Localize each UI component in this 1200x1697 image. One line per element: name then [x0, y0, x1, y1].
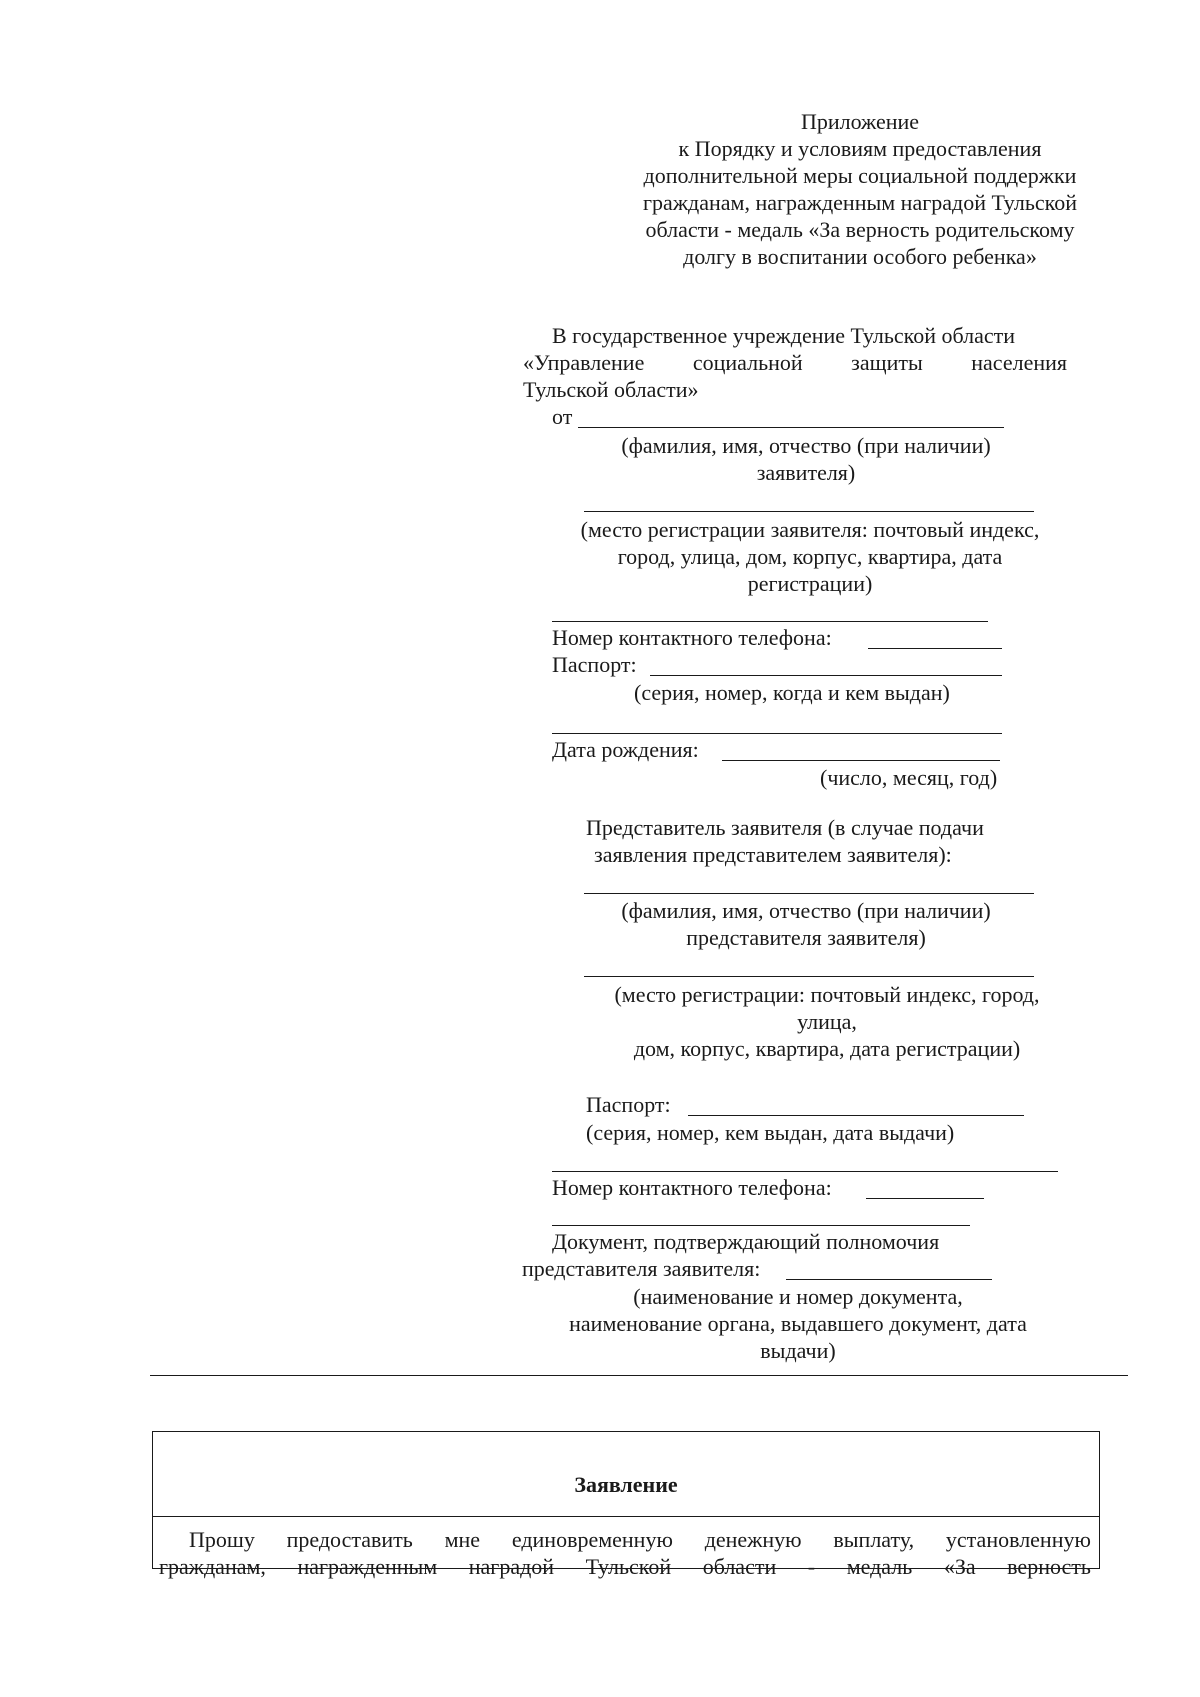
authority-label: представителя заявителя: — [522, 1256, 761, 1281]
authority-field[interactable] — [786, 1279, 992, 1280]
from-label: от — [552, 404, 573, 429]
addressee-word: «Управление — [523, 350, 645, 375]
form-body-line — [159, 1526, 1091, 1553]
applicant-passport-label: Паспорт: — [552, 652, 637, 677]
addressee-justified-line — [523, 350, 1067, 376]
body-word: единовременную — [511, 1527, 673, 1552]
body-word: Тульской — [585, 1554, 672, 1579]
authority-hint: (наименование и номер документа, — [633, 1284, 963, 1309]
body-word: области — [702, 1554, 777, 1579]
representative-phone-field[interactable] — [866, 1198, 984, 1199]
form-title: Заявление — [574, 1472, 678, 1497]
applicant-birth-field[interactable] — [722, 760, 1000, 761]
representative-address-field[interactable] — [584, 976, 1034, 977]
applicant-address-hint: (место регистрации заявителя: почтовый индекс, — [580, 517, 1040, 542]
applicant-name-field[interactable] — [578, 427, 1004, 428]
body-word: мне — [444, 1527, 481, 1552]
appendix-line: Приложение — [800, 109, 920, 134]
body-word: медаль — [846, 1554, 913, 1579]
body-word: установленную — [945, 1527, 1091, 1552]
applicant-address-hint: город, улица, дом, корпус, квартира, дата — [617, 544, 1003, 569]
representative-address-hint: дом, корпус, квартира, дата регистрации) — [633, 1036, 1021, 1061]
representative-phone-label: Номер контактного телефона: — [552, 1175, 832, 1200]
applicant-birth-label: Дата рождения: — [552, 737, 699, 762]
body-word: Прошу — [189, 1527, 255, 1552]
representative-passport-label: Паспорт: — [586, 1092, 671, 1117]
representative-passport-field-2[interactable] — [552, 1171, 1058, 1172]
representative-intro: заявления представителем заявителя): — [594, 842, 952, 867]
representative-address-hint: (место регистрации: почтовый индекс, город, — [614, 982, 1040, 1007]
appendix-line: гражданам, награжденным наградой Тульской — [643, 190, 1077, 215]
addressee-word: населения — [971, 350, 1067, 375]
addressee-line: В государственное учреждение Тульской области — [552, 323, 1016, 348]
applicant-passport-hint: (серия, номер, когда и кем выдан) — [634, 680, 950, 705]
applicant-phone-label: Номер контактного телефона: — [552, 625, 832, 650]
authority-hint: наименование органа, выдавшего документ, дата — [569, 1311, 1027, 1336]
body-word: «За — [943, 1554, 976, 1579]
body-word: гражданам, — [159, 1554, 266, 1579]
representative-passport-hint: (серия, номер, кем выдан, дата выдачи) — [586, 1120, 955, 1145]
applicant-address-hint: регистрации) — [747, 571, 873, 596]
representative-name-field[interactable] — [584, 893, 1034, 894]
appendix-line: дополнительной меры социальной поддержки — [643, 163, 1077, 188]
applicant-name-hint: заявителя) — [756, 460, 856, 485]
representative-passport-field[interactable] — [688, 1115, 1024, 1116]
representative-phone-field-2[interactable] — [552, 1225, 970, 1226]
body-word: верность — [1007, 1554, 1091, 1579]
appendix-line: области - медаль «За верность родительскому — [645, 217, 1075, 242]
authority-hint: выдачи) — [760, 1338, 836, 1363]
body-word: предоставить — [286, 1527, 413, 1552]
representative-intro: Представитель заявителя (в случае подачи — [586, 815, 984, 840]
addressee-word: социальной — [692, 350, 803, 375]
addressee-line: Тульской области» — [523, 377, 699, 402]
representative-address-hint: улица, — [797, 1009, 857, 1034]
applicant-name-hint: (фамилия, имя, отчество (при наличии) — [621, 433, 991, 458]
applicant-passport-field[interactable] — [650, 675, 1002, 676]
application-form-box — [152, 1431, 1100, 1579]
applicant-address-field[interactable] — [584, 511, 1034, 512]
authority-label: Документ, подтверждающий полномочия — [552, 1229, 940, 1254]
representative-name-hint: представителя заявителя) — [686, 925, 926, 950]
applicant-passport-field-2[interactable] — [552, 733, 1002, 734]
appendix-line: долгу в воспитании особого ребенка» — [683, 244, 1037, 269]
body-word: выплату, — [833, 1527, 915, 1552]
form-title-row — [153, 1432, 1099, 1517]
appendix-header — [620, 108, 1100, 270]
appendix-line: к Порядку и условиям предоставления — [678, 136, 1042, 161]
body-word: наградой — [468, 1554, 555, 1579]
separator-line — [150, 1375, 1128, 1376]
addressee-word: защиты — [851, 350, 923, 375]
applicant-address-field-2[interactable] — [552, 621, 988, 622]
body-word: денежную — [704, 1527, 802, 1552]
form-body — [159, 1526, 1091, 1580]
body-word: награжденным — [297, 1554, 438, 1579]
applicant-birth-hint: (число, месяц, год) — [820, 765, 998, 790]
form-body-line — [159, 1553, 1091, 1580]
representative-name-hint: (фамилия, имя, отчество (при наличии) — [621, 898, 991, 923]
body-word: - — [807, 1554, 816, 1579]
applicant-phone-field[interactable] — [868, 648, 1002, 649]
